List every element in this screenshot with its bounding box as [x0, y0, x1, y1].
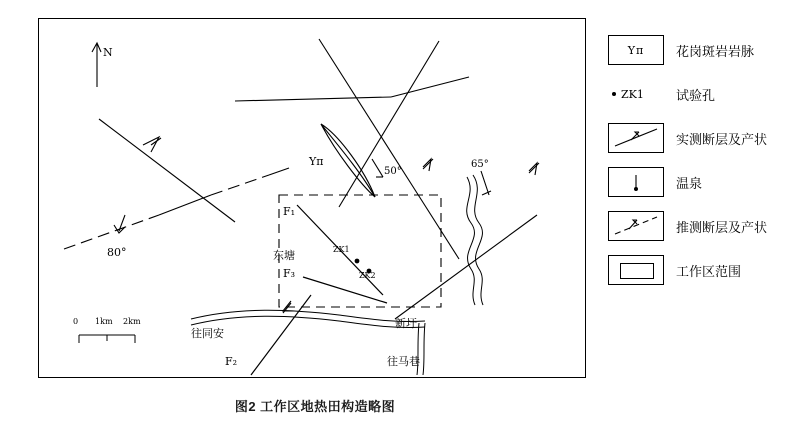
legend-item-hot-spring [608, 160, 800, 204]
borehole-dot-icon [612, 92, 616, 96]
legend-symbol-work-area [608, 255, 664, 285]
legend-label-measured-fault: 实测断层及产状 [676, 132, 768, 148]
label-road-to-maxiang: 往马巷 [387, 355, 420, 368]
label-place-dongtang: 东塘 [273, 249, 295, 262]
label-borehole-zk2: ZK2 [359, 271, 376, 280]
label-dip-50: 50° [384, 166, 402, 177]
legend-symbol-granite-porphyry-vein [608, 35, 664, 65]
legend-symbol-test-borehole [608, 79, 664, 109]
legend-item-test-borehole [608, 72, 800, 116]
legend-symbol-text: Υπ [627, 43, 645, 57]
legend-symbol-measured-fault [608, 123, 664, 153]
legend-label-test-borehole: 试验孔 [676, 88, 716, 104]
legend-symbol-borehole-dot [608, 79, 664, 109]
hot-spring-icon [609, 168, 663, 196]
north-label: N [103, 46, 113, 59]
legend-label-work-area: 工作区范围 [676, 264, 742, 280]
work-area-icon [620, 263, 654, 279]
legend-item-inferred-fault [608, 204, 800, 248]
scalebar-shape [79, 335, 135, 343]
fault-inferred-icon [609, 212, 663, 240]
label-fault-f3: F₃ [283, 267, 296, 280]
legend-item-measured-fault [608, 116, 800, 160]
scalebar-tick-0: 0 [73, 317, 79, 326]
label-fault-f1: F₁ [283, 205, 296, 218]
legend-symbol-hot-spring [608, 167, 664, 197]
north-arrow-icon [92, 43, 101, 87]
label-granite-porphyry-vein: Υπ [309, 155, 324, 168]
label-road-to-tongan: 往同安 [191, 327, 224, 340]
legend-symbol-text: ZK1 [621, 87, 644, 101]
label-dip-65: 65° [471, 159, 489, 170]
legend-item-granite-porphyry-vein [608, 28, 800, 72]
map-drawing [39, 19, 585, 377]
legend [608, 28, 800, 292]
label-place-xinya: 新圩 [395, 317, 417, 330]
scalebar-tick-1: 1km [95, 317, 113, 326]
fault-measured-icon [609, 124, 663, 152]
label-borehole-zk1: ZK1 [333, 245, 350, 254]
figure-caption: 图2 工作区地热田构造略图 [234, 399, 396, 414]
label-dip-80: 80° [107, 246, 127, 259]
legend-symbol-inferred-fault [608, 211, 664, 241]
legend-item-work-area [608, 248, 800, 292]
legend-label-granite-porphyry-vein: 花岗斑岩岩脉 [676, 44, 755, 60]
legend-label-hot-spring: 温泉 [676, 176, 703, 192]
scalebar-tick-2: 2km [123, 317, 141, 326]
label-fault-f2: F₂ [225, 355, 238, 368]
legend-label-inferred-fault: 推测断层及产状 [676, 220, 768, 236]
map-panel [38, 18, 586, 378]
